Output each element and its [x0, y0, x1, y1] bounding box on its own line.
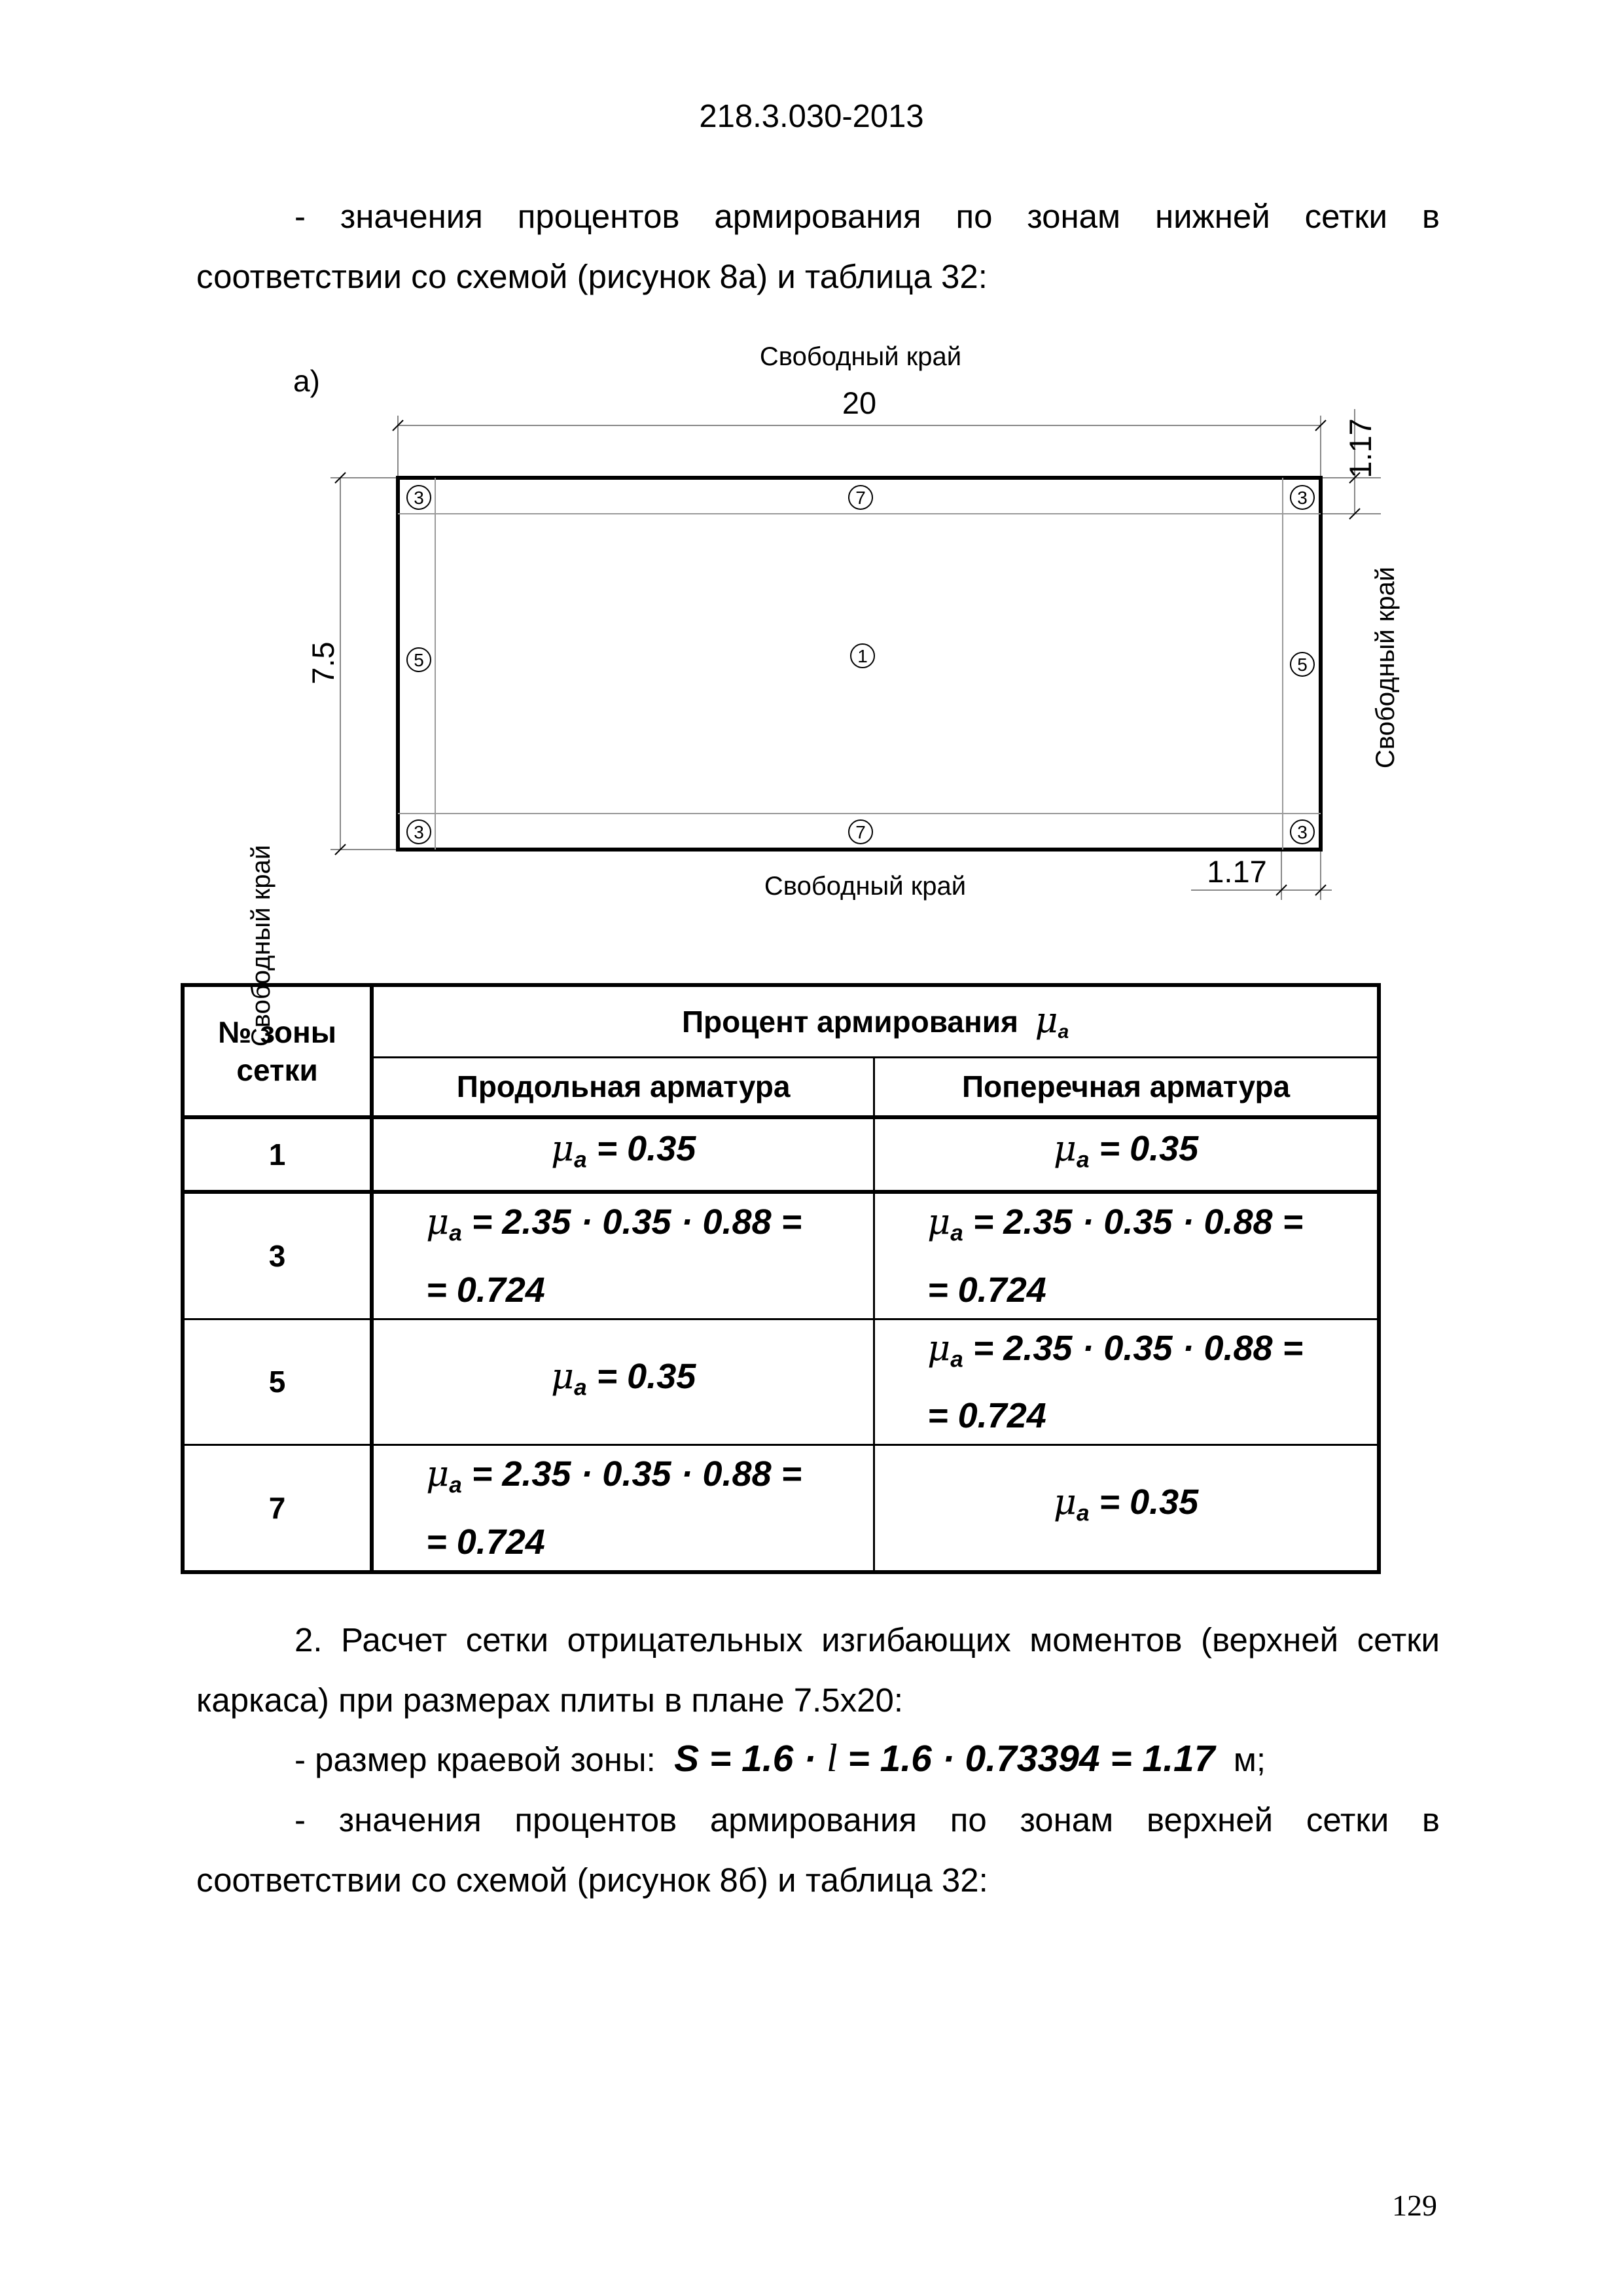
dim-edge-bottom-value: 1.17 — [1207, 854, 1267, 889]
mu-subscript: a — [1058, 1021, 1069, 1043]
svg-text:5: 5 — [1297, 655, 1308, 675]
table-row — [183, 1319, 1379, 1445]
paragraph-intro-text: - значения процентов армирования по зонам нижней сетки в соответствии со схемой (рисунок 8а) и таблица 32: — [196, 198, 1440, 295]
free-edge-right-label: Свободный край — [1371, 566, 1400, 769]
paragraph-section-2-text: 2. Расчет сетки отрицательных изгибающих моментов (верхней сетки каркаса) при размерах плиты в плане 7.5х20: — [196, 1621, 1440, 1719]
table-row — [183, 1192, 1379, 1319]
svg-text:3: 3 — [1297, 822, 1308, 842]
zone-marker-7-top — [849, 486, 872, 509]
paragraph-upper-mesh — [196, 1790, 1440, 1910]
header-percent: Процент армирования $\mu_a$ — [372, 985, 1379, 1057]
zone-number: 3 — [183, 1192, 372, 1319]
svg-text:7: 7 — [855, 822, 866, 842]
zone-marker-3-top-left — [407, 486, 431, 509]
figure-label: а) — [293, 364, 320, 398]
zone-marker-7-bottom — [849, 820, 872, 844]
free-edge-bottom-label: Свободный край — [764, 872, 967, 901]
header-longitudinal: Продольная арматура — [372, 1057, 874, 1117]
svg-text:3: 3 — [1297, 488, 1308, 508]
transverse-value: $\mu_a = 0.35$ — [874, 1117, 1379, 1192]
edge-zone-prefix: - размер краевой зоны: — [294, 1741, 656, 1778]
page-number: 129 — [1392, 2189, 1437, 2222]
edge-zone-unit: м; — [1233, 1741, 1266, 1778]
svg-text:5: 5 — [414, 650, 424, 670]
zone-marker-3-bottom-right — [1291, 820, 1314, 844]
transverse-value: $\mu_a = 2.35 \cdot 0.35 \cdot 0.88$ = = 0.724 — [874, 1319, 1379, 1445]
header-transverse: Поперечная арматура — [874, 1057, 1379, 1117]
edge-zone-formula: S = 1.6 · l = 1.6 · 0.73394 = 1.17 — [674, 1736, 1215, 1780]
svg-text:3: 3 — [414, 822, 424, 842]
paragraph-intro — [196, 187, 1440, 307]
paragraph-edge-zone — [196, 1728, 1440, 1790]
paragraph-upper-mesh-text: - значения процентов армирования по зонам верхней сетки в соответствии со схемой (рисунок 8б) и таблица 32: — [196, 1801, 1440, 1899]
reinforcement-percent-table — [181, 983, 1381, 1574]
header-zone: № зоны сетки — [183, 985, 372, 1117]
dim-width-value: 7.5 — [306, 641, 340, 685]
dim-length-value: 20 — [842, 386, 877, 420]
longitudinal-value: $\mu_a = 0.35$ — [372, 1117, 874, 1192]
paragraph-section-2 — [196, 1610, 1440, 1731]
zone-marker-3-top-right — [1291, 486, 1314, 509]
zone-number: 5 — [183, 1319, 372, 1445]
transverse-value: $\mu_a = 2.35 \cdot 0.35 \cdot 0.88$ = = 0.724 — [874, 1192, 1379, 1319]
mu-symbol: μ — [1035, 999, 1058, 1041]
document-code: 218.3.030-2013 — [699, 99, 924, 134]
longitudinal-value: $\mu_a = 2.35 \cdot 0.35 \cdot 0.88$ = = 0.724 — [372, 1445, 874, 1572]
zone-marker-5-left — [407, 648, 431, 672]
free-edge-left-label: Свободный край — [247, 844, 276, 1047]
zone-number: 1 — [183, 1117, 372, 1192]
zone-marker-3-bottom-left — [407, 820, 431, 844]
zone-number: 7 — [183, 1445, 372, 1572]
longitudinal-value: $\mu_a = 2.35 \cdot 0.35 \cdot 0.88$ = = 0.724 — [372, 1192, 874, 1319]
transverse-value: $\mu_a = 0.35$ — [874, 1445, 1379, 1572]
svg-text:3: 3 — [414, 488, 424, 508]
table-row — [183, 1445, 1379, 1572]
free-edge-top-label: Свободный край — [759, 342, 962, 371]
longitudinal-value: $\mu_a = 0.35$ — [372, 1319, 874, 1445]
table-row — [183, 1117, 1379, 1192]
svg-text:7: 7 — [855, 488, 866, 508]
zone-marker-1-center — [851, 644, 874, 668]
zone-marker-5-right — [1291, 653, 1314, 676]
dim-edge-top-value: 1.17 — [1343, 418, 1378, 478]
svg-text:1: 1 — [857, 646, 868, 666]
